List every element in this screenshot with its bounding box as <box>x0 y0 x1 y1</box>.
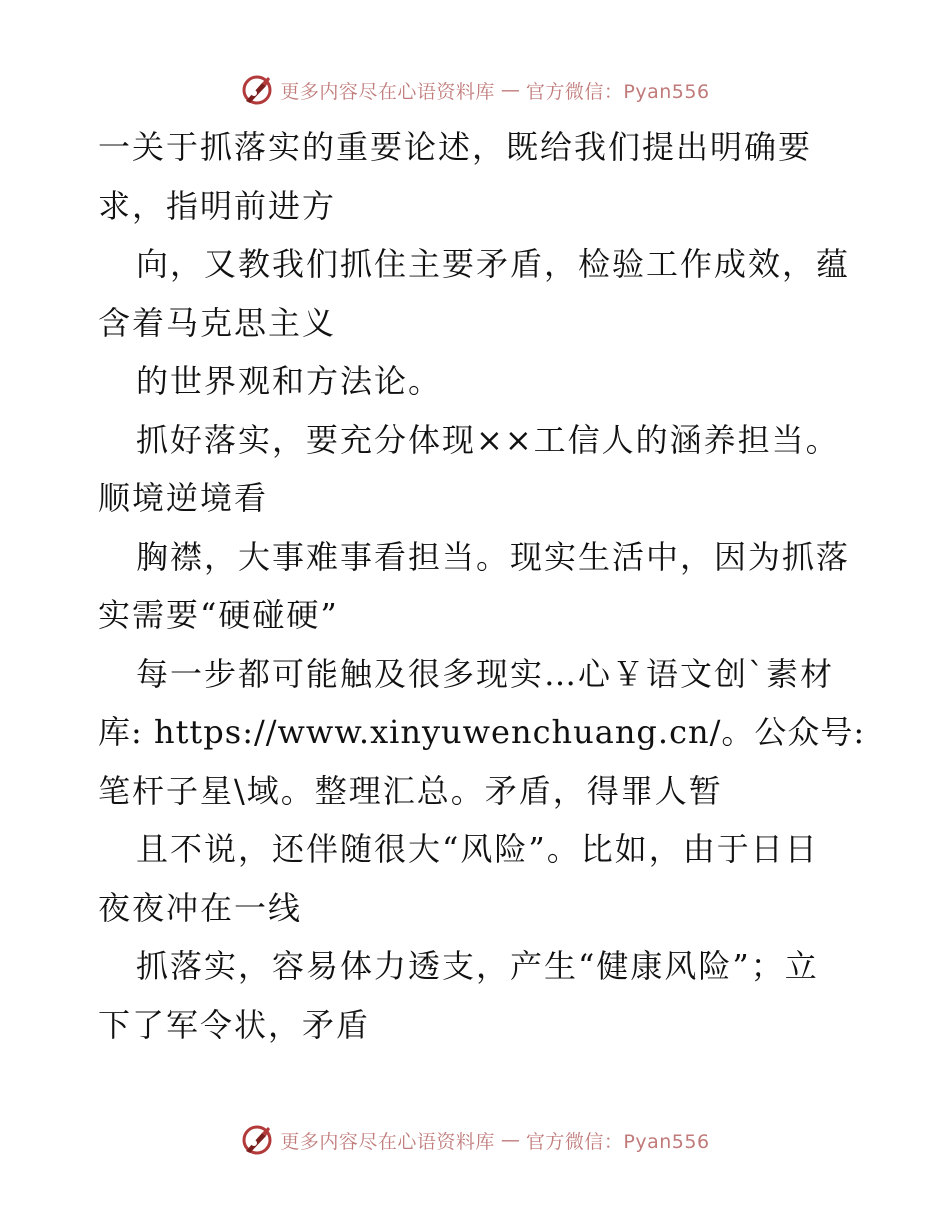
text-line: 一关于抓落实的重要论述，既给我们提出明确要 <box>98 128 813 166</box>
text-line: 含着马克思主义 <box>98 303 337 342</box>
body-text <box>98 118 866 1054</box>
text-line: 下了军令状，矛盾 <box>98 1005 371 1044</box>
text-line: 求，指明前进方 <box>98 186 337 225</box>
text-line: 且不说，还伴随很大“风险”。比如，由于日日 <box>136 830 819 868</box>
text-line: 夜夜冲在一线 <box>98 888 303 927</box>
header-wechat: 官方微信：Pyan556 <box>525 80 710 103</box>
header-title: 更多内容尽在心语资料库 <box>280 80 495 103</box>
text-line: 抓好落实，要充分体现××工信人的涵养担当。 <box>136 420 840 459</box>
text-line: 抓落实，容易体力透支，产生“健康风险”；立 <box>136 947 819 985</box>
footer-wechat: 官方微信：Pyan556 <box>525 1130 710 1153</box>
text-line: 实需要“硬碰硬” <box>98 596 339 634</box>
quill-seal-icon <box>240 1123 274 1157</box>
text-line: 顺境逆境看 <box>98 479 269 517</box>
footer-title: 更多内容尽在心语资料库 <box>280 1130 495 1153</box>
text-line: 库: https://www.xinyuwenchuang.cn/。公众号: <box>98 713 866 751</box>
text-line: 向，又教我们抓住主要矛盾，检验工作成效，蕴 <box>136 245 851 283</box>
footer-separator: — <box>500 1129 520 1151</box>
footer-banner <box>0 1120 950 1160</box>
text-line: 笔杆子星\域。整理汇总。矛盾，得罪人暂 <box>98 771 723 810</box>
quill-seal-icon <box>240 73 274 107</box>
text-line: 的世界观和方法论。 <box>136 362 443 400</box>
text-line: 每一步都可能触及很多现实…心￥语文创`素材 <box>136 654 835 693</box>
header-banner <box>0 70 950 110</box>
header-separator: — <box>500 79 520 101</box>
text-line: 胸襟，大事难事看担当。现实生活中，因为抓落 <box>136 537 851 576</box>
